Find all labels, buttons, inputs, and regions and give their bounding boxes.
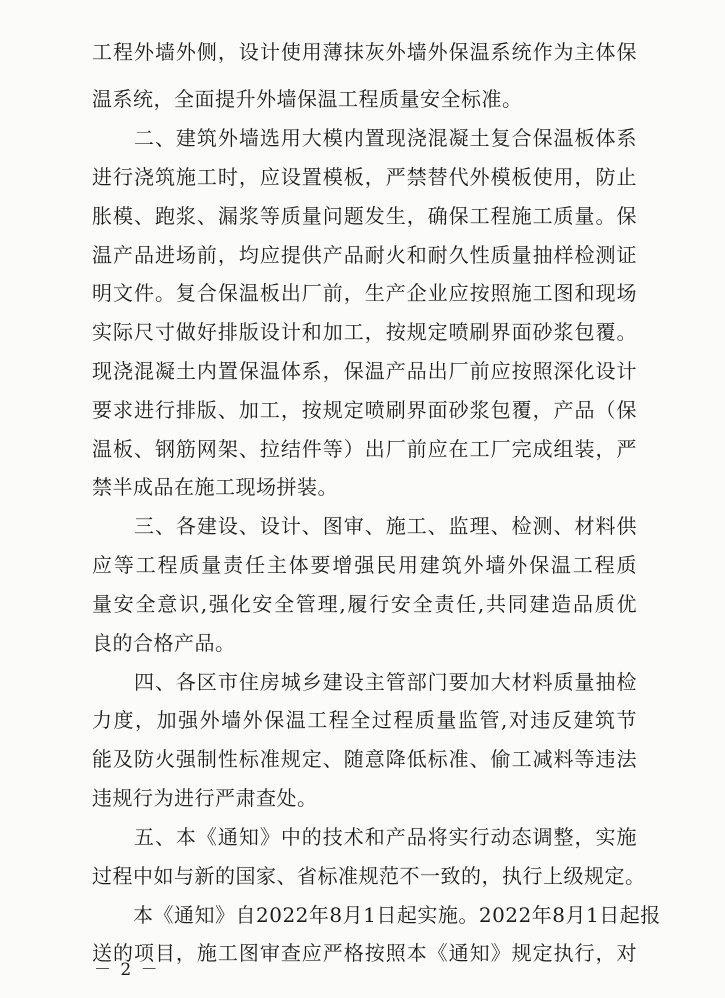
body-text-line: 工程外墙外侧，设计使用薄抹灰外墙外保温系统作为主体保 [92,40,637,64]
body-text-line: 胀模、跑浆、漏浆等质量问题发生，确保工程施工质量。保 [92,204,637,228]
body-text-line: 本《通知》自2022年8月1日起实施。2022年8月1日起报 [92,903,661,927]
body-text-line: 温系统，全面提升外墙保温工程质量安全标准。 [92,87,523,111]
body-text-line: 二、建筑外墙选用大模内置现浇混凝土复合保温板体系 [92,126,637,150]
body-text-line: 现浇混凝土内置保温体系，保温产品出厂前应按照深化设计 [92,359,637,383]
body-text-line: 力度，加强外墙外保温工程全过程质量监管,对违反建筑节 [92,708,637,732]
body-text-line: 禁半成品在施工现场拼装。 [92,475,338,499]
body-text-line: 进行浇筑施工时，应设置模板，严禁替代外模板使用，防止 [92,165,637,189]
body-text-line: 四、各区市住房城乡建设主管部门要加大材料质量抽检 [92,670,637,694]
body-text-line: 送的项目，施工图审查应严格按照本《通知》规定执行，对 [92,941,637,965]
body-text-line: 温板、钢筋网架、拉结件等）出厂前应在工厂完成组装，严 [92,437,637,461]
page-number: － 2 － [94,960,160,980]
body-text-line: 能及防火强制性标准规定、随意降低标准、偷工减料等违法 [92,747,637,771]
body-text-line: 量安全意识,强化安全管理,履行安全责任,共同建造品质优 [92,592,637,616]
body-text-line: 应等工程质量责任主体要增强民用建筑外墙外保温工程质 [92,553,637,577]
body-text-line: 过程中如与新的国家、省标准规范不一致的，执行上级规定。 [92,864,646,888]
body-text-line: 良的合格产品。 [92,631,236,655]
body-text-line: 三、各建设、设计、图审、施工、监理、检测、材料供 [92,514,637,538]
body-text-line: 温产品进场前，均应提供产品耐火和耐久性质量抽样检测证 [92,243,637,267]
body-text-line: 明文件。复合保温板出厂前，生产企业应按照施工图和现场 [92,281,637,305]
body-text-line: 违规行为进行严肃查处。 [92,786,318,810]
body-text-line: 实际尺寸做好排版设计和加工，按规定喷刷界面砂浆包覆。 [92,320,637,344]
body-text-line: 要求进行排版、加工，按规定喷刷界面砂浆包覆，产品（保 [92,398,637,422]
body-text-line: 五、本《通知》中的技术和产品将实行动态调整，实施 [92,825,637,849]
